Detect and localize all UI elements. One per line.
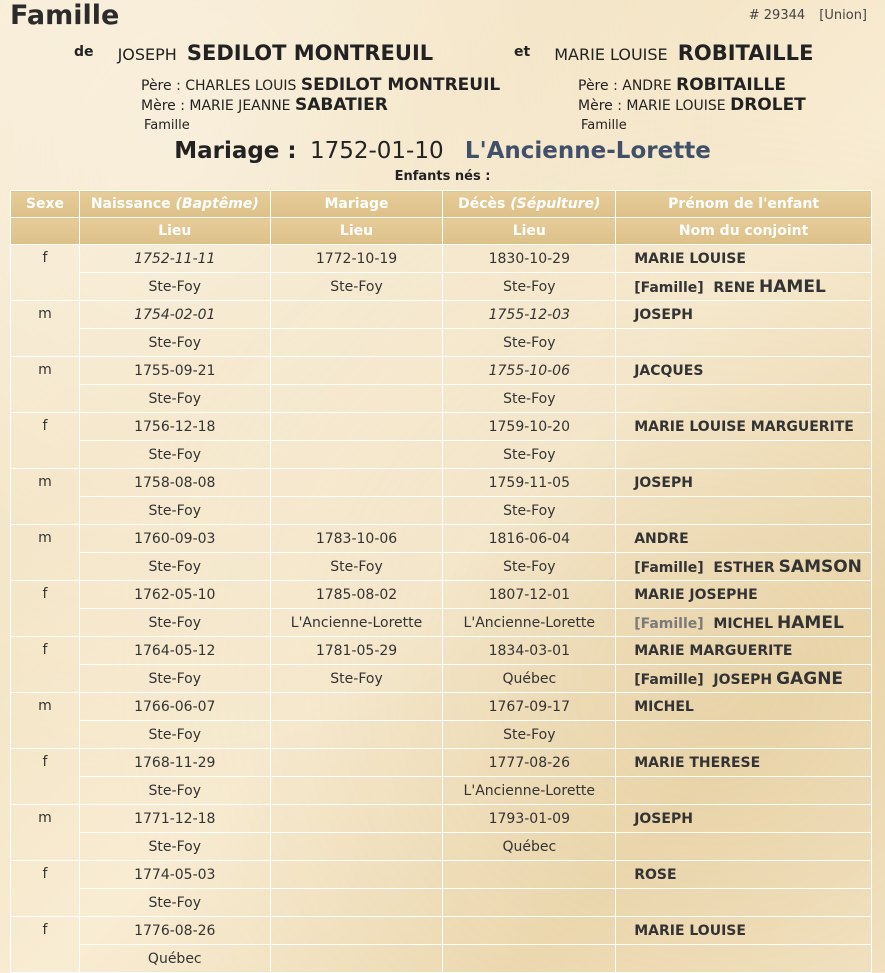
child-birth: 1756-12-18: [79, 413, 270, 441]
col-sexe-sub: [11, 218, 80, 245]
child-row: [11, 245, 872, 273]
child-spouse: [616, 273, 872, 301]
record-info: [739, 8, 867, 23]
child-death-place: Ste-Foy: [443, 497, 616, 525]
child-death: [443, 917, 616, 945]
child-sex: f: [11, 637, 80, 693]
child-marriage: 1781-05-29: [270, 637, 443, 665]
child-marriage: [270, 861, 443, 889]
children-heading: Enfants nés :: [394, 169, 491, 184]
child-famille-link[interactable]: [Famille]: [634, 559, 704, 576]
child-spouse: [616, 833, 872, 861]
spouse-1-label: de: [74, 44, 94, 60]
child-birth-place: Ste-Foy: [79, 777, 270, 805]
marriage-place: L'Ancienne-Lorette: [464, 138, 711, 164]
child-row: [11, 525, 872, 553]
child-spouse: [616, 609, 872, 637]
col-deces: Décès (Sépulture): [443, 191, 616, 218]
child-row-places: [11, 385, 872, 413]
spouse-2: [514, 41, 813, 65]
col-prenom: Prénom de l'enfant: [616, 191, 872, 218]
child-birth: 1762-05-10: [79, 581, 270, 609]
child-marriage: [270, 693, 443, 721]
child-sex: f: [11, 581, 80, 637]
child-death: 1767-09-17: [443, 693, 616, 721]
child-death-place: Ste-Foy: [443, 441, 616, 469]
child-marriage: [270, 469, 443, 497]
child-birth-place: Ste-Foy: [79, 385, 270, 413]
marriage-label: Mariage :: [174, 138, 297, 164]
child-sex: m: [11, 301, 80, 357]
spouse-2-surname[interactable]: ROBITAILLE: [677, 41, 814, 65]
child-row: [11, 581, 872, 609]
child-name[interactable]: MARIE JOSEPHE: [616, 581, 872, 609]
child-row: [11, 357, 872, 385]
children-table: [10, 190, 872, 973]
child-marriage-place: Ste-Foy: [270, 553, 443, 581]
child-marriage-place: Ste-Foy: [270, 665, 443, 693]
child-row: [11, 917, 872, 945]
child-row: [11, 861, 872, 889]
child-death: 1793-01-09: [443, 805, 616, 833]
child-marriage-place: [270, 945, 443, 973]
col-naissance-lieu: Lieu: [79, 218, 270, 245]
child-birth: 1766-06-07: [79, 693, 270, 721]
spouse-1-parents: [141, 76, 500, 135]
child-birth: 1752-11-11: [79, 245, 270, 273]
child-marriage: 1772-10-19: [270, 245, 443, 273]
child-birth-place: Ste-Foy: [79, 553, 270, 581]
child-name[interactable]: MARIE THERESE: [616, 749, 872, 777]
col-deces-lieu: Lieu: [443, 218, 616, 245]
child-sex: f: [11, 861, 80, 917]
child-death: [443, 861, 616, 889]
child-marriage-place: [270, 833, 443, 861]
child-death: 1834-03-01: [443, 637, 616, 665]
child-marriage: [270, 749, 443, 777]
child-sex: f: [11, 749, 80, 805]
child-marriage: [270, 301, 443, 329]
spouse-1: [74, 41, 433, 65]
child-birth-place: Ste-Foy: [79, 609, 270, 637]
child-row: [11, 749, 872, 777]
child-name[interactable]: JOSEPH: [616, 469, 872, 497]
spouse-2-parents: [578, 76, 806, 135]
child-death: 1755-12-03: [443, 301, 616, 329]
spouse-2-famille-link[interactable]: Famille: [581, 118, 627, 133]
child-death: 1759-11-05: [443, 469, 616, 497]
child-marriage-place: [270, 441, 443, 469]
child-marriage-place: [270, 889, 443, 917]
child-name[interactable]: MARIE LOUISE: [616, 917, 872, 945]
child-name[interactable]: JACQUES: [616, 357, 872, 385]
child-birth: 1776-08-26: [79, 917, 270, 945]
spouse-2-father[interactable]: Père : ANDRE ROBITAILLE: [578, 75, 786, 95]
child-row-places: [11, 945, 872, 973]
spouse-given[interactable]: RENE: [713, 279, 756, 296]
spouse-surname[interactable]: HAMEL: [777, 612, 844, 633]
child-marriage: [270, 357, 443, 385]
child-name[interactable]: JOSEPH: [616, 301, 872, 329]
child-marriage-place: [270, 777, 443, 805]
child-birth: 1764-05-12: [79, 637, 270, 665]
child-row: [11, 693, 872, 721]
spouse-surname[interactable]: SAMSON: [778, 556, 862, 577]
marriage-date: 1752-01-10: [309, 138, 444, 164]
spouse-surname[interactable]: GAGNE: [776, 668, 844, 689]
child-birth: 1760-09-03: [79, 525, 270, 553]
child-marriage-place: Ste-Foy: [270, 273, 443, 301]
child-birth: 1758-08-08: [79, 469, 270, 497]
child-death: 1759-10-20: [443, 413, 616, 441]
child-row-places: [11, 441, 872, 469]
child-birth-place: Ste-Foy: [79, 721, 270, 749]
spouse-given[interactable]: MICHEL: [713, 615, 774, 632]
child-marriage-place: [270, 385, 443, 413]
child-marriage-place: [270, 497, 443, 525]
child-name[interactable]: MARIE LOUISE: [616, 245, 872, 273]
child-birth-place: Ste-Foy: [79, 329, 270, 357]
spouse-1-famille-link[interactable]: Famille: [144, 118, 190, 133]
child-name[interactable]: ANDRE: [616, 525, 872, 553]
child-death-place: L'Ancienne-Lorette: [443, 609, 616, 637]
child-spouse: [616, 721, 872, 749]
child-death-place: Ste-Foy: [443, 385, 616, 413]
union-link[interactable]: [Union]: [819, 8, 867, 23]
child-birth: 1754-02-01: [79, 301, 270, 329]
child-death-place: L'Ancienne-Lorette: [443, 777, 616, 805]
child-sex: f: [11, 245, 80, 301]
spouse-given[interactable]: ESTHER: [713, 559, 775, 576]
child-death-place: Ste-Foy: [443, 273, 616, 301]
child-name[interactable]: MARIE MARGUERITE: [616, 637, 872, 665]
child-spouse: [616, 385, 872, 413]
spouse-given[interactable]: JOSEPH: [713, 671, 773, 688]
col-conjoint: Nom du conjoint: [616, 218, 872, 245]
col-sexe: Sexe: [11, 191, 80, 218]
child-marriage-place: [270, 721, 443, 749]
child-spouse: [616, 329, 872, 357]
child-row-places: [11, 889, 872, 917]
child-marriage: [270, 413, 443, 441]
child-birth-place: Québec: [79, 945, 270, 973]
col-naissance: Naissance (Baptême): [79, 191, 270, 218]
child-spouse: [616, 665, 872, 693]
child-birth-place: Ste-Foy: [79, 441, 270, 469]
child-death-place: Québec: [443, 665, 616, 693]
child-death-place: Ste-Foy: [443, 721, 616, 749]
child-birth-place: Ste-Foy: [79, 889, 270, 917]
child-name[interactable]: JOSEPH: [616, 805, 872, 833]
child-birth: 1768-11-29: [79, 749, 270, 777]
child-spouse: [616, 497, 872, 525]
child-row-places: [11, 665, 872, 693]
child-row-places: [11, 609, 872, 637]
child-death-place: [443, 945, 616, 973]
spouse-2-given[interactable]: MARIE LOUISE: [554, 45, 668, 64]
spouse-1-surname[interactable]: SEDILOT MONTREUIL: [186, 41, 434, 65]
spouse-2-label: et: [514, 44, 531, 60]
child-row-places: [11, 553, 872, 581]
child-sex: f: [11, 917, 80, 973]
child-birth: 1774-05-03: [79, 861, 270, 889]
record-number: # 29344: [748, 8, 806, 23]
child-marriage: [270, 805, 443, 833]
child-row-places: [11, 329, 872, 357]
child-spouse: [616, 553, 872, 581]
child-birth: 1755-09-21: [79, 357, 270, 385]
child-birth-place: Ste-Foy: [79, 273, 270, 301]
child-row: [11, 301, 872, 329]
child-death-place: Québec: [443, 833, 616, 861]
child-row: [11, 805, 872, 833]
spouse-2-mother[interactable]: Mère : MARIE LOUISE DROLET: [578, 95, 806, 115]
child-row-places: [11, 833, 872, 861]
child-marriage: 1783-10-06: [270, 525, 443, 553]
child-row: [11, 637, 872, 665]
child-death: 1830-10-29: [443, 245, 616, 273]
spouse-1-father[interactable]: Père : CHARLES LOUIS SEDILOT MONTREUIL: [141, 75, 501, 95]
child-row: [11, 469, 872, 497]
child-death-place: [443, 889, 616, 917]
child-row-places: [11, 273, 872, 301]
child-spouse: [616, 945, 872, 973]
child-sex: m: [11, 357, 80, 413]
child-sex: m: [11, 805, 80, 861]
child-row-places: [11, 721, 872, 749]
marriage-line: [0, 138, 885, 164]
child-name[interactable]: MARIE LOUISE MARGUERITE: [616, 413, 872, 441]
child-birth: 1771-12-18: [79, 805, 270, 833]
child-marriage-place: L'Ancienne-Lorette: [270, 609, 443, 637]
spouse-1-mother[interactable]: Mère : MARIE JEANNE SABATIER: [141, 95, 388, 115]
child-row-places: [11, 777, 872, 805]
child-row: [11, 413, 872, 441]
child-sex: m: [11, 693, 80, 749]
child-spouse: [616, 777, 872, 805]
spouse-1-given[interactable]: JOSEPH: [117, 45, 177, 64]
child-spouse: [616, 441, 872, 469]
child-sex: m: [11, 525, 80, 581]
child-sex: f: [11, 413, 80, 469]
child-death: 1816-06-04: [443, 525, 616, 553]
child-marriage: [270, 917, 443, 945]
col-mariage: Mariage: [270, 191, 443, 218]
page-title: Famille: [10, 0, 120, 31]
child-name[interactable]: ROSE: [616, 861, 872, 889]
child-spouse: [616, 889, 872, 917]
child-death: 1807-12-01: [443, 581, 616, 609]
child-birth-place: Ste-Foy: [79, 833, 270, 861]
child-name[interactable]: MICHEL: [616, 693, 872, 721]
child-sex: m: [11, 469, 80, 525]
child-death-place: Ste-Foy: [443, 553, 616, 581]
child-row-places: [11, 497, 872, 525]
child-death-place: Ste-Foy: [443, 329, 616, 357]
child-famille-link[interactable]: [Famille]: [634, 615, 704, 632]
child-marriage: 1785-08-02: [270, 581, 443, 609]
spouse-surname[interactable]: HAMEL: [759, 276, 826, 297]
child-famille-link[interactable]: [Famille]: [634, 279, 704, 296]
child-death: 1755-10-06: [443, 357, 616, 385]
child-famille-link[interactable]: [Famille]: [634, 671, 704, 688]
child-marriage-place: [270, 329, 443, 357]
child-death: 1777-08-26: [443, 749, 616, 777]
child-birth-place: Ste-Foy: [79, 497, 270, 525]
child-birth-place: Ste-Foy: [79, 665, 270, 693]
col-mariage-lieu: Lieu: [270, 218, 443, 245]
